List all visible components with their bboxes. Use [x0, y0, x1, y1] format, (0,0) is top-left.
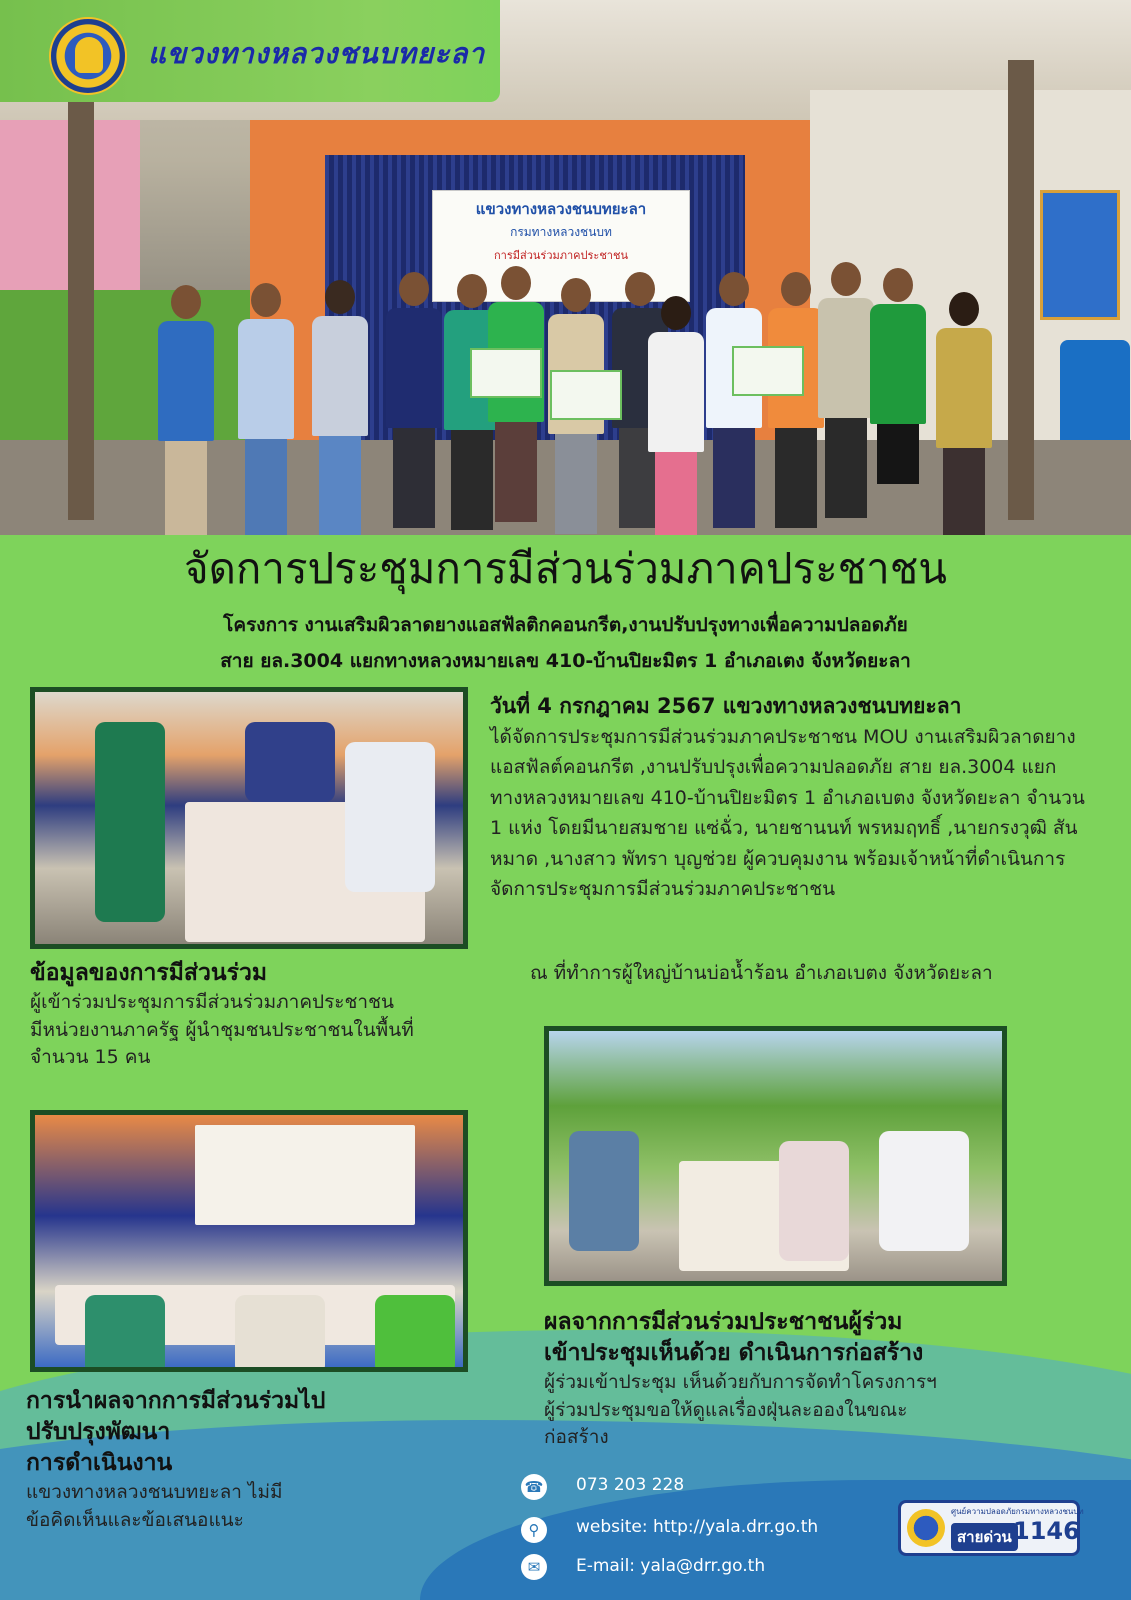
hotline-logo-icon — [907, 1509, 945, 1547]
email-icon: ✉ — [521, 1554, 547, 1580]
person — [648, 296, 704, 535]
subtitle-line2: สาย ยล.3004 แยกทางหลวงหมายเลข 410-บ้านปิยะมิตร 1 อำเภอเตง จังหวัดยะลา — [220, 650, 911, 672]
hero-banner-line3: การมีส่วนร่วมภาคประชาชน — [494, 249, 628, 262]
improvement-heading3: การดำเนินงาน — [26, 1450, 173, 1477]
result-section — [544, 1307, 1064, 1452]
improvement-heading2: ปรับปรุงพัฒนา — [26, 1419, 171, 1446]
hero-banner-line1: แขวงทางหลวงชนบทยะลา — [475, 200, 647, 218]
improvement-line2: ข้อคิดเห็นและข้อเสนอแนะ — [26, 1508, 244, 1531]
improvement-section — [26, 1386, 496, 1534]
result-line2: ผู้ร่วมประชุมขอให้ดูแลเรื่องฝุ่นละอองในขณะ — [544, 1398, 908, 1421]
improvement-line1: แขวงทางหลวงชนบทยะลา ไม่มี — [26, 1481, 283, 1504]
certificate — [732, 346, 804, 396]
hero-banner-line2: กรมทางหลวงชนบท — [510, 225, 612, 239]
participation-line2: มีหน่วยงานภาครัฐ ผู้นำชุมชนประชาชนในพื้นที่ — [30, 1018, 414, 1041]
certificate — [470, 348, 542, 398]
meeting-description: ได้จัดการประชุมการมีส่วนร่วมภาคประชาชน MOU งานเสริมผิวลาดยางแอสฟัลต์คอนกรีต ,งานปรับปรุงเพื่อความปลอดภัย สาย ยล.3004 แยกทางหลวงหมายเลข 410-บ้านปิยะมิตร 1 อำเภอเบตง จังหวัดยะลา จำนวน 1 แห่ง โดยมีนายสมชาย แซ่ฉั่ว, นายชานนท์ พรหมฤทธิ์ ,นายกรงวุฒิ สันหมาด ,นางสาว พัทรา บุญช่วย ผู้ควบคุมงาน พร้อมเจ้าหน้าที่ดำเนินการจัดการประชุมการมีส่วนร่วมภาคประชาชน — [490, 726, 1085, 900]
meeting-date: วันที่ 4 กรกฎาคม 2567 แขวงทางหลวงชนบทยะลา — [490, 694, 962, 718]
result-line1: ผู้ร่วมเข้าประชุม เห็นด้วยกับการจัดทำโครงการฯ — [544, 1371, 937, 1394]
result-heading2: เข้าประชุมเห็นด้วย ดำเนินการก่อสร้าง — [544, 1340, 924, 1367]
photo-meeting-front — [30, 1110, 468, 1372]
page-title: จัดการประชุมการมีส่วนร่วมภาคประชาชน — [184, 544, 947, 593]
person — [936, 292, 992, 535]
person — [386, 272, 442, 528]
org-name: แขวงทางหลวงชนบทยะลา — [148, 37, 486, 70]
meeting-venue: ณ ที่ทำการผู้ใหญ่บ้านบ่อน้ำร้อน อำเภอเบตง จังหวัดยะลา — [530, 962, 993, 984]
photo-registration — [30, 687, 468, 949]
person — [312, 280, 368, 535]
participation-section — [30, 958, 490, 1072]
participation-line3: จำนวน 15 คน — [30, 1046, 151, 1069]
participation-heading: ข้อมูลของการมีส่วนร่วม — [30, 960, 268, 986]
search-icon: ⚲ — [521, 1517, 547, 1543]
result-heading1: ผลจากการมีส่วนร่วมประชาชนผู้ร่วม — [544, 1309, 903, 1335]
result-line3: ก่อสร้าง — [544, 1426, 609, 1449]
participation-line1: ผู้เข้าร่วมประชุมการมีส่วนร่วมภาคประชาชน — [30, 991, 394, 1014]
person — [768, 272, 824, 528]
phone-icon: ☎ — [521, 1474, 547, 1500]
certificate — [550, 370, 622, 420]
person — [818, 262, 874, 518]
contact-email[interactable]: E-mail: yala@drr.go.th — [576, 1556, 766, 1576]
person — [706, 272, 762, 528]
person — [158, 285, 214, 535]
notice-board — [1040, 190, 1120, 320]
hotline-label: สายด่วน — [951, 1523, 1018, 1551]
hotline-number: 1146 — [1013, 1517, 1080, 1545]
department-logo-icon — [49, 17, 127, 95]
photo-group-discussion — [544, 1026, 1007, 1286]
person — [238, 283, 294, 535]
contact-phone: 073 203 228 — [576, 1475, 685, 1495]
hotline-top-text: ศูนย์ความปลอดภัยกรมทางหลวงชนบท — [951, 1507, 1084, 1516]
improvement-heading1: การนำผลจากการมีส่วนร่วมไป — [26, 1388, 326, 1414]
hotline-badge — [898, 1500, 1084, 1556]
person — [870, 268, 926, 484]
subtitle-line1: โครงการ งานเสริมผิวลาดยางแอสฟัลติกคอนกรีต,งานปรับปรุงทางเพื่อความปลอดภัย — [223, 614, 908, 636]
contact-website[interactable]: website: http://yala.drr.go.th — [576, 1517, 819, 1537]
